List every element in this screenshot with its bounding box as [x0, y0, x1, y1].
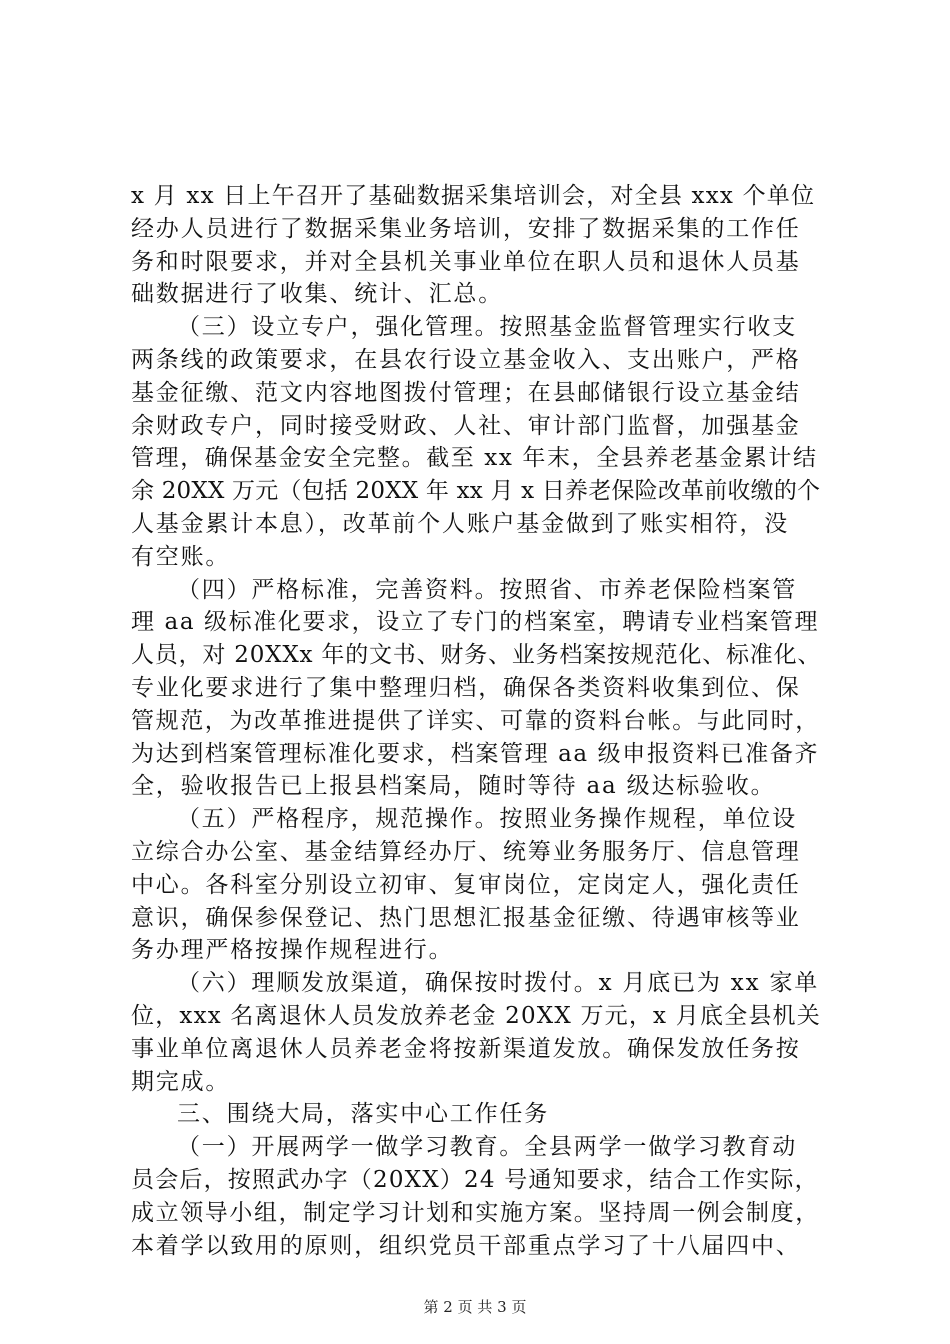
text-line: 事业单位离退休人员养老金将按新渠道发放。确保发放任务按 [131, 1035, 801, 1062]
text-line: 为达到档案管理标准化要求，档案管理 aa 级申报资料已准备齐 [131, 740, 820, 767]
text-line: 期完成。 [131, 1068, 231, 1095]
text-line: 员会后，按照武办字（20XX）24 号通知要求，结合工作实际， [131, 1166, 819, 1193]
text-line: 专业化要求进行了集中整理归档，确保各类资料收集到位、保 [131, 674, 801, 701]
text-line: 管理，确保基金安全完整。截至 xx 年末，全县养老基金累计结 [131, 445, 818, 472]
text-line: 基金征缴、范文内容地图拨付管理；在县邮储银行设立基金结 [131, 379, 801, 406]
text-line: 位，xxx 名离退休人员发放养老金 20XX 万元，x 月底全县机关 [131, 1002, 821, 1029]
text-line: 经办人员进行了数据采集业务培训，安排了数据采集的工作任 [131, 215, 801, 242]
text-line: （六）理顺发放渠道，确保按时拨付。x 月底已为 xx 家单 [177, 970, 820, 997]
text-line: 成立领导小组，制定学习计划和实施方案。坚持周一例会制度， [131, 1199, 820, 1226]
text-line: （三）设立专户，强化管理。按照基金监督管理实行收支 [177, 314, 797, 341]
text-line: 立综合办公室、基金结算经办厅、统筹业务服务厅、信息管理 [131, 838, 801, 865]
page-footer: 第 2 页 共 3 页 [423, 1298, 527, 1316]
text-line: x 月 xx 日上午召开了基础数据采集培训会，对全县 xxx 个单位 [131, 183, 816, 209]
text-line: 人基金累计本息），改革前个人账户基金做到了账实相符，没 [131, 510, 790, 537]
text-line: 管规范，为改革推进提供了详实、可靠的资料台帐。与此同时， [131, 707, 820, 734]
text-line: 余 20XX 万元（包括 20XX 年 xx 月 x 日养老保险改革前收缴的个 [131, 478, 821, 505]
text-line: 余财政专户，同时接受财政、人社、审计部门监督，加强基金 [131, 412, 801, 439]
text-line: 务办理严格按操作规程进行。 [131, 937, 454, 964]
text-line: 中心。各科室分别设立初审、复审岗位，定岗定人，强化责任 [131, 871, 801, 898]
text-line: 础数据进行了收集、统计、汇总。 [131, 281, 503, 308]
document-body [131, 180, 821, 1262]
text-line: 两条线的政策要求，在县农行设立基金收入、支出账户，严格 [131, 346, 801, 373]
text-line: 本着学以致用的原则，组织党员干部重点学习了十八届四中、 [131, 1232, 801, 1259]
text-line: （四）严格标准，完善资料。按照省、市养老保险档案管 [177, 576, 797, 603]
text-line: 人员，对 20XXx 年的文书、财务、业务档案按规范化、标准化、 [131, 642, 822, 669]
text-line: （五）严格程序，规范操作。按照业务操作规程，单位设 [177, 806, 797, 833]
text-line: 有空账。 [131, 543, 231, 570]
text-line: 理 aa 级标准化要求，设立了专门的档案室，聘请专业档案管理 [131, 609, 820, 636]
text-line: 意识，确保参保登记、热门思想汇报基金征缴、待遇审核等业 [131, 904, 801, 931]
text-line: 全，验收报告已上报县档案局，随时等待 aa 级达标验收。 [131, 773, 776, 800]
text-line: （一）开展两学一做学习教育。全县两学一做学习教育动 [177, 1134, 797, 1161]
text-line: 务和时限要求，并对全县机关事业单位在职人员和退休人员基 [131, 248, 801, 275]
text-line: 三、围绕大局，落实中心工作任务 [177, 1101, 549, 1128]
